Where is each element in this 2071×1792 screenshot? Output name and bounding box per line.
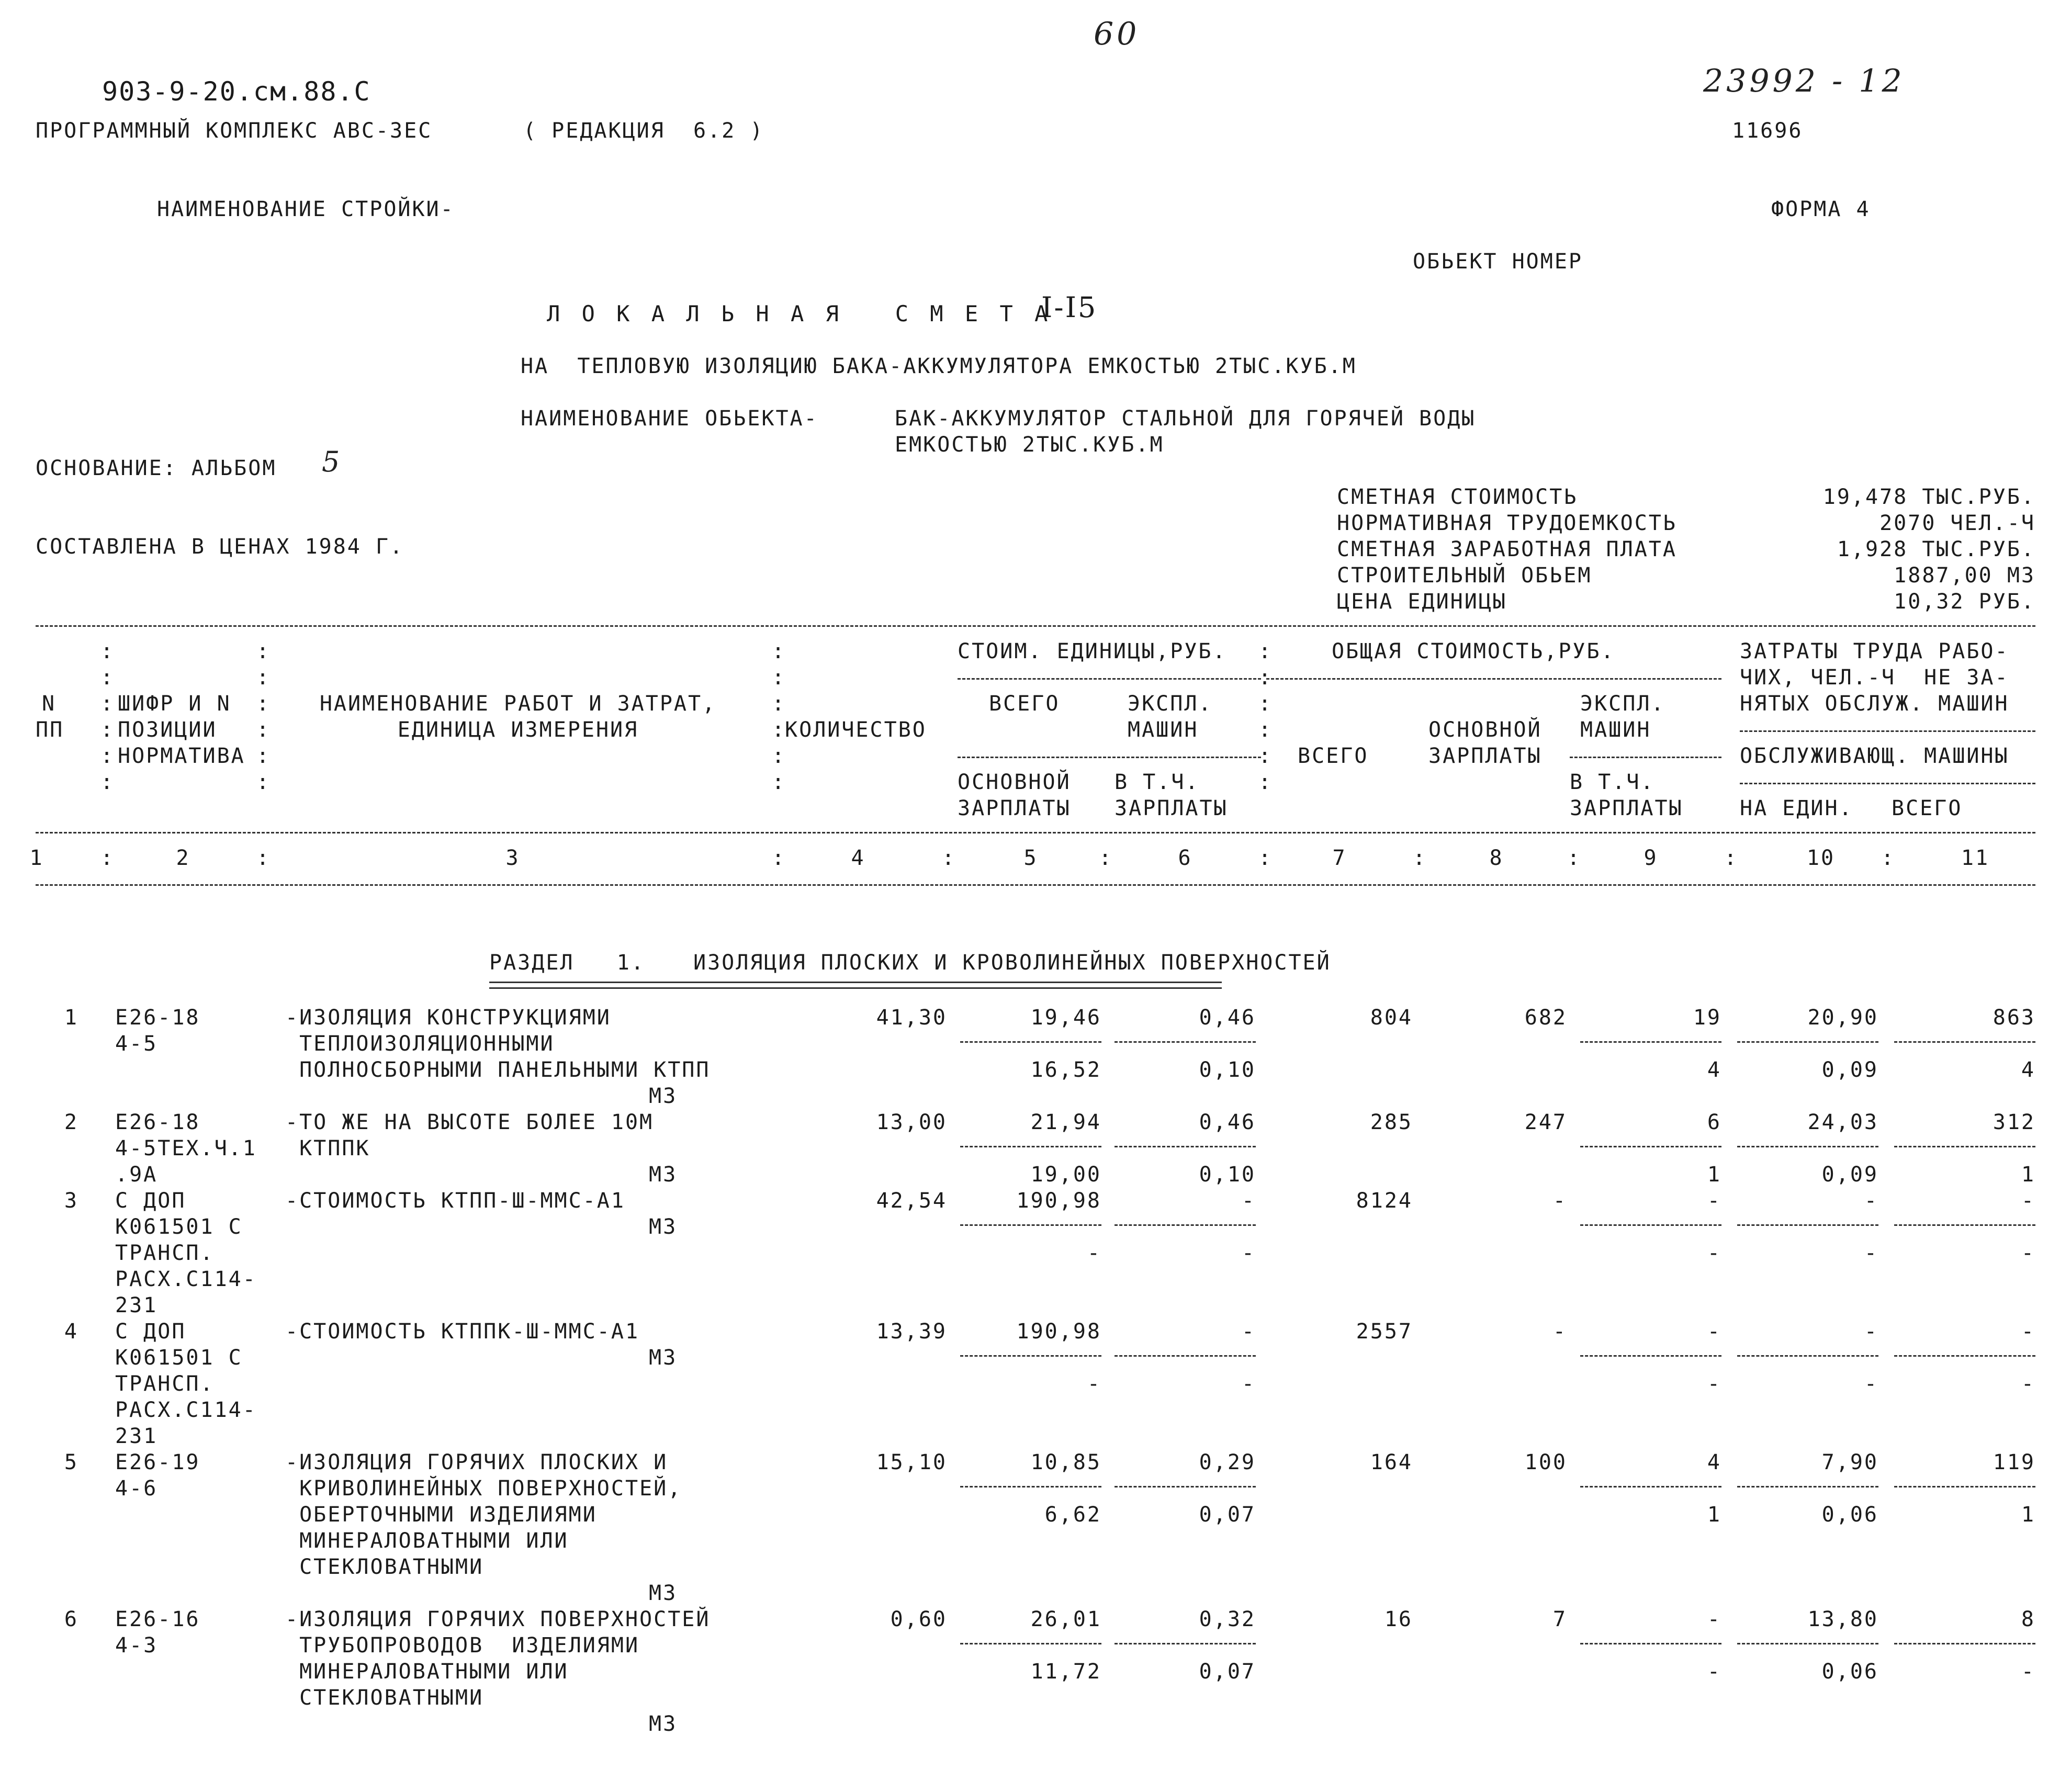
program-edition: ( РЕДАКЦИЯ 6.2 ) (523, 119, 764, 143)
column-number: 2 (176, 846, 190, 870)
object-number-label: ОБЬЕКТ НОМЕР (1413, 250, 1583, 274)
summary-label: СМЕТНАЯ ЗАРАБОТНАЯ ПЛАТА (1337, 537, 1677, 561)
row-labor-machines-unit: 0,09 (1821, 1058, 1878, 1082)
row-unit: М3 (649, 1346, 678, 1370)
row-labor-machines-unit: - (1864, 1241, 1878, 1265)
row-divider (1580, 1224, 1721, 1226)
row-unit-wages: 11,72 (1030, 1660, 1101, 1684)
row-divider (1737, 1146, 1878, 1147)
row-total-machines: 6 (1707, 1110, 1721, 1134)
column-separator: : (1413, 846, 1427, 870)
summary-label: НОРМАТИВНАЯ ТРУДОЕМКОСТЬ (1337, 511, 1677, 535)
row-total-machines: 19 (1693, 1006, 1721, 1030)
basis-value: 5 (322, 445, 343, 478)
estimate-title: Л О К А Л Ь Н А Я С М Е Т А (547, 301, 1052, 326)
row-divider (1894, 1486, 2035, 1487)
estimate-number: I-I5 (1041, 291, 1098, 324)
summary-label: ЦЕНА ЕДИНИЦЫ (1337, 590, 1507, 614)
row-code: .9А (115, 1163, 158, 1187)
header-col11: ВСЕГО (1892, 796, 1963, 820)
column-number: 10 (1806, 846, 1836, 870)
row-description: -ИЗОЛЯЦИЯ КОНСТРУКЦИЯМИ (285, 1006, 611, 1030)
row-total: 8124 (1356, 1189, 1413, 1213)
row-number: 6 (64, 1607, 78, 1631)
header-col4: КОЛИЧЕСТВО (785, 718, 927, 742)
row-unit-wages: 19,00 (1030, 1163, 1101, 1187)
row-unit-machines: 0,46 (1199, 1006, 1256, 1030)
header-unit-cost: СТОИМ. ЕДИНИЦЫ,РУБ. (958, 639, 1227, 663)
header-col5: ОСНОВНОЙ (958, 770, 1071, 794)
row-labor-machines-total: 4 (2021, 1058, 2035, 1082)
row-labor-unit: - (1864, 1189, 1878, 1213)
row-total-wages: 247 (1524, 1110, 1567, 1134)
row-quantity: 15,10 (876, 1450, 947, 1474)
row-code: 4-5 (115, 1032, 158, 1056)
row-unit-total: 190,98 (1016, 1189, 1101, 1213)
row-unit-machines: 0,46 (1199, 1110, 1256, 1134)
row-divider (960, 1355, 1101, 1357)
row-labor-machines-unit: 0,09 (1821, 1163, 1878, 1187)
row-divider (1115, 1224, 1256, 1226)
row-divider (1580, 1146, 1721, 1147)
header-labor: ЧИХ, ЧЕЛ.-Ч НЕ ЗА- (1740, 666, 2009, 690)
row-description: КРИВОЛИНЕЙНЫХ ПОВЕРХНОСТЕЙ, (285, 1477, 682, 1501)
column-number: 1 (29, 846, 44, 870)
row-labor-unit: 20,90 (1807, 1006, 1878, 1030)
header-col6: ЗАРПЛАТЫ (1115, 796, 1228, 820)
row-unit-total: 21,94 (1030, 1110, 1101, 1134)
row-total: 285 (1370, 1110, 1413, 1134)
row-code: ТРАНСП. (115, 1372, 215, 1396)
divider (1740, 783, 2035, 784)
row-unit-machine-wages: 0,07 (1199, 1503, 1256, 1527)
row-unit-wages: 16,52 (1030, 1058, 1101, 1082)
row-quantity: 13,39 (876, 1320, 947, 1344)
row-divider (1115, 1146, 1256, 1147)
row-total-wages: 100 (1524, 1450, 1567, 1474)
header-col3: ЕДИНИЦА ИЗМЕРЕНИЯ (397, 718, 639, 742)
row-quantity: 13,00 (876, 1110, 947, 1134)
row-number: 5 (64, 1450, 78, 1474)
row-labor-total: 863 (1993, 1006, 2035, 1030)
section-title: ИЗОЛЯЦИЯ ПЛОСКИХ И КРОВОЛИНЕЙНЫХ ПОВЕРХНОСТЕЙ (693, 951, 1331, 975)
column-separator: : (100, 846, 115, 870)
row-total-wages: - (1552, 1189, 1567, 1213)
column-separator: : (942, 846, 956, 870)
row-divider (1115, 1355, 1256, 1357)
row-number: 2 (64, 1110, 78, 1134)
divider (958, 757, 1261, 758)
row-description: ПОЛНОСБОРНЫМИ ПАНЕЛЬНЫМИ КТПП (285, 1058, 711, 1082)
header-col8: ЗАРПЛАТЫ (1428, 744, 1542, 768)
row-labor-machines-total: - (2021, 1372, 2035, 1396)
header-col5: ВСЕГО (989, 692, 1060, 716)
row-total-wages: 7 (1552, 1607, 1567, 1631)
row-divider (1115, 1643, 1256, 1644)
column-separator: : (772, 846, 786, 870)
row-description: МИНЕРАЛОВАТНЫМИ ИЛИ (285, 1529, 569, 1553)
row-divider (1894, 1643, 2035, 1644)
row-description: -СТОИМОСТЬ КТПП-Ш-ММС-А1 (285, 1189, 625, 1213)
row-divider (1580, 1486, 1721, 1487)
row-divider (1737, 1486, 1878, 1487)
row-divider (1115, 1041, 1256, 1043)
header-col9: ЭКСПЛ. (1580, 692, 1665, 716)
row-total: 2557 (1356, 1320, 1413, 1344)
row-unit-wages: - (1087, 1241, 1101, 1265)
row-unit-wages: 6,62 (1044, 1503, 1101, 1527)
row-divider (960, 1643, 1101, 1644)
row-number: 4 (64, 1320, 78, 1344)
row-divider (960, 1486, 1101, 1487)
row-divider (1580, 1355, 1721, 1357)
column-separator: : (1099, 846, 1113, 870)
row-unit-wages: - (1087, 1372, 1101, 1396)
row-unit-total: 10,85 (1030, 1450, 1101, 1474)
row-code: К061501 С (115, 1346, 243, 1370)
row-divider (960, 1224, 1101, 1226)
divider (36, 832, 2035, 833)
header-col5: ЗАРПЛАТЫ (958, 796, 1071, 820)
column-separator: : (1567, 846, 1582, 870)
row-total-machine-wages: - (1707, 1660, 1721, 1684)
row-total-machines: - (1707, 1607, 1721, 1631)
header-col2: НОРМАТИВА (118, 744, 245, 768)
row-divider (1737, 1643, 1878, 1644)
row-divider (1737, 1224, 1878, 1226)
summary-value: 19,478 ТЫС.РУБ. (1822, 485, 2035, 509)
row-labor-unit: 24,03 (1807, 1110, 1878, 1134)
header-labor: НЯТЫХ ОБСЛУЖ. МАШИН (1740, 692, 2009, 716)
document-code: 903-9-20.см.88.С (102, 76, 371, 107)
row-unit-total: 26,01 (1030, 1607, 1101, 1631)
row-labor-machines-unit: 0,06 (1821, 1660, 1878, 1684)
archive-number: 11696 (1732, 119, 1803, 143)
row-unit-machines: 0,29 (1199, 1450, 1256, 1474)
summary-label: СТРОИТЕЛЬНЫЙ ОБЬЕМ (1337, 563, 1592, 588)
row-code: Е26-16 (115, 1607, 200, 1631)
row-description: -ИЗОЛЯЦИЯ ГОРЯЧИХ ПОВЕРХНОСТЕЙ (285, 1607, 711, 1631)
row-unit-machine-wages: 0,10 (1199, 1058, 1256, 1082)
row-total-machine-wages: 1 (1707, 1503, 1721, 1527)
row-description: ТРУБОПРОВОДОВ ИЗДЕЛИЯМИ (285, 1633, 640, 1658)
row-labor-total: - (2021, 1189, 2035, 1213)
program-name: ПРОГРАММНЫЙ КОМПЛЕКС АВС-3ЕС (36, 119, 433, 143)
row-description: ТЕПЛОИЗОЛЯЦИОННЫМИ (285, 1032, 555, 1056)
header-col6: ЭКСПЛ. (1128, 692, 1213, 716)
row-code: РАСХ.С114- (115, 1267, 257, 1291)
row-total-wages: 682 (1524, 1006, 1567, 1030)
column-number: 5 (1023, 846, 1038, 870)
row-description: -ТО ЖЕ НА ВЫСОТЕ БОЛЕЕ 10М (285, 1110, 654, 1134)
row-divider (1737, 1355, 1878, 1357)
row-quantity: 42,54 (876, 1189, 947, 1213)
row-total: 804 (1370, 1006, 1413, 1030)
row-description: -ИЗОЛЯЦИЯ ГОРЯЧИХ ПЛОСКИХ И (285, 1450, 668, 1474)
divider (36, 884, 2035, 886)
row-description: -СТОИМОСТЬ КТППК-Ш-ММС-А1 (285, 1320, 640, 1344)
column-separator: : (1724, 846, 1739, 870)
row-unit-machine-wages: - (1241, 1372, 1256, 1396)
row-labor-total: 8 (2021, 1607, 2035, 1631)
row-code: ТРАНСП. (115, 1241, 215, 1265)
row-total-machine-wages: 1 (1707, 1163, 1721, 1187)
divider (1266, 678, 1721, 680)
object-name-label: НАИМЕНОВАНИЕ ОБЬЕКТА- (521, 407, 818, 431)
row-divider (1115, 1486, 1256, 1487)
divider (36, 625, 2035, 627)
row-unit-total: 19,46 (1030, 1006, 1101, 1030)
row-unit: М3 (649, 1215, 678, 1239)
column-number: 7 (1332, 846, 1347, 870)
row-labor-machines-total: - (2021, 1660, 2035, 1684)
header-col9: МАШИН (1580, 718, 1651, 742)
row-divider (960, 1041, 1101, 1043)
row-labor-total: - (2021, 1320, 2035, 1344)
row-labor-unit: 13,80 (1807, 1607, 1878, 1631)
column-separator: : : : : : : (100, 639, 115, 794)
row-unit-machine-wages: 0,10 (1199, 1163, 1256, 1187)
row-total-machine-wages: - (1707, 1372, 1721, 1396)
row-divider (1894, 1355, 2035, 1357)
row-labor-machines-unit: 0,06 (1821, 1503, 1878, 1527)
summary-value: 10,32 РУБ. (1894, 590, 2035, 614)
header-col2: ПОЗИЦИИ (118, 718, 217, 742)
header-col9: В Т.Ч. (1570, 770, 1655, 794)
row-total: 164 (1370, 1450, 1413, 1474)
row-labor-total: 312 (1993, 1110, 2035, 1134)
row-labor-unit: 7,90 (1821, 1450, 1878, 1474)
row-labor-machines-unit: - (1864, 1372, 1878, 1396)
row-code: 4-6 (115, 1477, 158, 1501)
row-code: 231 (115, 1293, 158, 1317)
row-divider (1894, 1146, 2035, 1147)
row-unit-machine-wages: - (1241, 1241, 1256, 1265)
estimate-subject: НА ТЕПЛОВУЮ ИЗОЛЯЦИЮ БАКА-АККУМУЛЯТОРА ЕМКОСТЬЮ 2ТЫС.КУБ.М (521, 354, 1357, 378)
column-number: 11 (1961, 846, 1990, 870)
column-separator: : : : : : : (1258, 639, 1273, 794)
header-col3: НАИМЕНОВАНИЕ РАБОТ И ЗАТРАТ, (319, 692, 717, 716)
header-col1: N (42, 692, 57, 716)
row-divider (1580, 1643, 1721, 1644)
object-name-line-2: ЕМКОСТЬЮ 2ТЫС.КУБ.М (895, 433, 1164, 457)
row-quantity: 0,60 (890, 1607, 947, 1631)
summary-value: 2070 ЧЕЛ.-Ч (1879, 511, 2035, 535)
divider (1740, 730, 2035, 732)
row-unit-machine-wages: 0,07 (1199, 1660, 1256, 1684)
column-separator: : (1258, 846, 1273, 870)
row-code: 4-5ТЕХ.Ч.1 (115, 1136, 257, 1160)
row-code: РАСХ.С114- (115, 1398, 257, 1422)
row-unit-machines: - (1241, 1320, 1256, 1344)
row-divider (1894, 1224, 2035, 1226)
page-number: 60 (1094, 16, 1140, 52)
row-code: К061501 С (115, 1215, 243, 1239)
row-code: Е26-19 (115, 1450, 200, 1474)
row-unit-total: 190,98 (1016, 1320, 1101, 1344)
section-label: РАЗДЕЛ 1. (489, 951, 645, 975)
divider (1570, 757, 1721, 758)
row-unit-machines: - (1241, 1189, 1256, 1213)
row-divider (960, 1146, 1101, 1147)
header-col9: ЗАРПЛАТЫ (1570, 796, 1683, 820)
header-col6: В Т.Ч. (1115, 770, 1200, 794)
row-divider (1894, 1041, 2035, 1043)
row-total-machines: - (1707, 1320, 1721, 1344)
row-total-machines: - (1707, 1189, 1721, 1213)
header-col7: ВСЕГО (1298, 744, 1369, 768)
row-code: С ДОП (115, 1189, 186, 1213)
row-description: ОБЕРТОЧНЫМИ ИЗДЕЛИЯМИ (285, 1503, 597, 1527)
row-unit: М3 (649, 1084, 678, 1108)
prices-label: СОСТАВЛЕНА В ЦЕНАХ 1984 Г. (36, 535, 404, 559)
row-code: 4-3 (115, 1633, 158, 1658)
row-unit: М3 (649, 1712, 678, 1736)
row-code: Е26-18 (115, 1110, 200, 1134)
column-number: 4 (851, 846, 865, 870)
row-divider (1737, 1041, 1878, 1043)
row-quantity: 41,30 (876, 1006, 947, 1030)
row-unit: М3 (649, 1163, 678, 1187)
column-separator: : (1881, 846, 1896, 870)
column-number: 8 (1489, 846, 1504, 870)
row-code: С ДОП (115, 1320, 186, 1344)
header-col6: МАШИН (1128, 718, 1199, 742)
basis-label: ОСНОВАНИЕ: АЛЬБОМ (36, 456, 277, 480)
row-code: 231 (115, 1424, 158, 1448)
construction-name-label: НАИМЕНОВАНИЕ СТРОЙКИ- (157, 197, 455, 221)
row-unit: М3 (649, 1581, 678, 1605)
summary-value: 1887,00 М3 (1894, 563, 2035, 588)
row-number: 1 (64, 1006, 78, 1030)
column-separator: : (256, 846, 271, 870)
row-total-machine-wages: 4 (1707, 1058, 1721, 1082)
header-col10: НА ЕДИН. (1740, 796, 1853, 820)
row-divider (1580, 1041, 1721, 1043)
column-number: 6 (1178, 846, 1192, 870)
summary-label: СМЕТНАЯ СТОИМОСТЬ (1337, 485, 1578, 509)
divider (958, 678, 1261, 680)
header-col2: ШИФР И N (118, 692, 231, 716)
object-name-line-1: БАК-АККУМУЛЯТОР СТАЛЬНОЙ ДЛЯ ГОРЯЧЕЙ ВОДЫ (895, 407, 1476, 431)
row-labor-machines-total: 1 (2021, 1503, 2035, 1527)
row-total-wages: - (1552, 1320, 1567, 1344)
row-description: КТППК (285, 1136, 370, 1160)
row-labor-machines-total: 1 (2021, 1163, 2035, 1187)
row-total-machine-wages: - (1707, 1241, 1721, 1265)
row-total: 16 (1384, 1607, 1413, 1631)
row-labor-total: 119 (1993, 1450, 2035, 1474)
row-number: 3 (64, 1189, 78, 1213)
column-number: 3 (505, 846, 520, 870)
column-number: 9 (1644, 846, 1658, 870)
row-description: СТЕКЛОВАТНЫМИ (285, 1555, 484, 1579)
header-total-cost: ОБЩАЯ СТОИМОСТЬ,РУБ. (1332, 639, 1615, 663)
column-separator: : : : : : : (772, 639, 786, 794)
row-labor-unit: - (1864, 1320, 1878, 1344)
row-description: СТЕКЛОВАТНЫМИ (285, 1686, 484, 1710)
row-description: МИНЕРАЛОВАТНЫМИ ИЛИ (285, 1660, 569, 1684)
header-col1: ПП (36, 718, 64, 742)
header-labor: ЗАТРАТЫ ТРУДА РАБО- (1740, 639, 2009, 663)
form-label: ФОРМА 4 (1771, 197, 1871, 221)
handwritten-number: 23992 - 12 (1703, 63, 1905, 99)
column-separator: : : : : : : (256, 639, 271, 794)
row-labor-machines-total: - (2021, 1241, 2035, 1265)
row-unit-machines: 0,32 (1199, 1607, 1256, 1631)
header-col8: ОСНОВНОЙ (1428, 718, 1542, 742)
row-total-machines: 4 (1707, 1450, 1721, 1474)
section-underline (489, 982, 1222, 989)
header-labor-machines: ОБСЛУЖИВАЮЩ. МАШИНЫ (1740, 744, 2009, 768)
summary-value: 1,928 ТЫС.РУБ. (1837, 537, 2035, 561)
row-code: Е26-18 (115, 1006, 200, 1030)
